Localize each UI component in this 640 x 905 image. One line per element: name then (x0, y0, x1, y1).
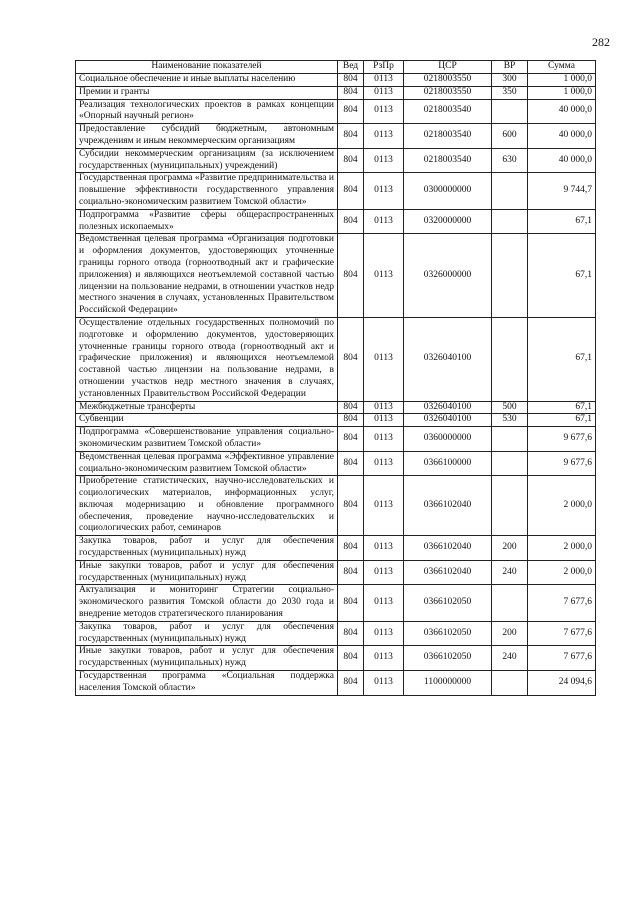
cell-ved: 804 (338, 451, 364, 476)
cell-rzpr: 0113 (364, 585, 404, 621)
table-row (76, 234, 596, 318)
cell-sum: 7 677,6 (528, 621, 596, 646)
cell-vr: 630 (492, 148, 528, 173)
table-row (76, 646, 596, 671)
cell-rzpr: 0113 (364, 74, 404, 87)
cell-rzpr: 0113 (364, 451, 404, 476)
table-row (76, 621, 596, 646)
cell-csr: 0300000000 (404, 173, 492, 209)
cell-csr: 0218003550 (404, 74, 492, 87)
cell-vr: 240 (492, 560, 528, 585)
cell-sum: 40 000,0 (528, 99, 596, 124)
cell-ved: 804 (338, 401, 364, 414)
cell-csr: 0326000000 (404, 234, 492, 318)
cell-rzpr: 0113 (364, 536, 404, 561)
cell-ved: 804 (338, 476, 364, 536)
cell-name: Предоставление субсидий бюджетным, автономным учреждениям и иным некоммерческим организациям (76, 124, 338, 149)
cell-csr: 0218003540 (404, 124, 492, 149)
cell-rzpr: 0113 (364, 173, 404, 209)
cell-ved: 804 (338, 86, 364, 99)
cell-csr: 1100000000 (404, 671, 492, 696)
cell-rzpr: 0113 (364, 476, 404, 536)
cell-ved: 804 (338, 414, 364, 427)
cell-rzpr: 0113 (364, 209, 404, 234)
cell-sum: 2 000,0 (528, 476, 596, 536)
cell-vr: 200 (492, 621, 528, 646)
table-row (76, 99, 596, 124)
cell-sum: 2 000,0 (528, 560, 596, 585)
cell-name: Закупка товаров, работ и услуг для обеспечения государственных (муниципальных) нужд (76, 621, 338, 646)
cell-ved: 804 (338, 234, 364, 318)
cell-rzpr: 0113 (364, 427, 404, 452)
cell-rzpr: 0113 (364, 234, 404, 318)
cell-csr: 0218003540 (404, 148, 492, 173)
cell-csr: 0366102040 (404, 476, 492, 536)
table-row (76, 74, 596, 87)
cell-name: Приобретение статистических, научно-исследовательских и социологических материалов, информационных услуг, включая модернизацию и обновление программного обеспечения, проведение научно-исследовательских и социологических работ, семинаров (76, 476, 338, 536)
cell-rzpr: 0113 (364, 621, 404, 646)
table-row (76, 427, 596, 452)
table-row (76, 209, 596, 234)
cell-name: Подпрограмма «Совершенствование управления социально-экономическим развитием Томской области» (76, 427, 338, 452)
cell-ved: 804 (338, 671, 364, 696)
cell-sum: 40 000,0 (528, 124, 596, 149)
cell-sum: 67,1 (528, 234, 596, 318)
cell-csr: 0366102050 (404, 585, 492, 621)
cell-csr: 0366102050 (404, 646, 492, 671)
cell-vr: 500 (492, 401, 528, 414)
header-rzpr: РзПр (364, 61, 404, 74)
cell-rzpr: 0113 (364, 414, 404, 427)
header-vr: ВР (492, 61, 528, 74)
table-row (76, 671, 596, 696)
cell-rzpr: 0113 (364, 317, 404, 401)
cell-csr: 0366100000 (404, 451, 492, 476)
cell-ved: 804 (338, 536, 364, 561)
table-row (76, 451, 596, 476)
cell-sum: 9 744,7 (528, 173, 596, 209)
cell-vr: 300 (492, 74, 528, 87)
cell-ved: 804 (338, 427, 364, 452)
cell-ved: 804 (338, 124, 364, 149)
cell-ved: 804 (338, 560, 364, 585)
cell-name: Подпрограмма «Развитие сферы общераспространенных полезных ископаемых» (76, 209, 338, 234)
cell-name: Ведомственная целевая программа «Организация подготовки и оформления документов, удостоверяющих уточненные границы горного отвода (горноотводный акт и графические приложения) и являющихся неотъемлемой составной частью лицензии на пользование недрами, в отношении участков недр местного значения в случаях, установленных Правительством Российской Федерации» (76, 234, 338, 318)
cell-csr: 0366102040 (404, 560, 492, 585)
cell-sum: 1 000,0 (528, 86, 596, 99)
cell-name: Субвенции (76, 414, 338, 427)
cell-rzpr: 0113 (364, 99, 404, 124)
cell-vr (492, 317, 528, 401)
cell-rzpr: 0113 (364, 646, 404, 671)
cell-sum: 9 677,6 (528, 427, 596, 452)
cell-rzpr: 0113 (364, 148, 404, 173)
cell-vr (492, 451, 528, 476)
cell-csr: 0326040100 (404, 317, 492, 401)
cell-ved: 804 (338, 209, 364, 234)
cell-ved: 804 (338, 173, 364, 209)
cell-ved: 804 (338, 646, 364, 671)
cell-vr (492, 173, 528, 209)
cell-vr (492, 234, 528, 318)
cell-ved: 804 (338, 74, 364, 87)
cell-vr (492, 671, 528, 696)
cell-vr: 350 (492, 86, 528, 99)
cell-rzpr: 0113 (364, 671, 404, 696)
cell-sum: 40 000,0 (528, 148, 596, 173)
cell-vr (492, 585, 528, 621)
table-row (76, 560, 596, 585)
cell-vr: 600 (492, 124, 528, 149)
cell-vr: 530 (492, 414, 528, 427)
cell-sum: 1 000,0 (528, 74, 596, 87)
table-row (76, 148, 596, 173)
cell-sum: 67,1 (528, 209, 596, 234)
cell-rzpr: 0113 (364, 401, 404, 414)
cell-rzpr: 0113 (364, 124, 404, 149)
cell-name: Закупка товаров, работ и услуг для обеспечения государственных (муниципальных) нужд (76, 536, 338, 561)
cell-csr: 0366102050 (404, 621, 492, 646)
cell-vr (492, 476, 528, 536)
header-sum: Сумма (528, 61, 596, 74)
cell-name: Иные закупки товаров, работ и услуг для обеспечения государственных (муниципальных) нужд (76, 646, 338, 671)
cell-name: Государственная программа «Развитие предпринимательства и повышение эффективности государственного управления социально-экономическим развитием Томской области» (76, 173, 338, 209)
cell-sum: 2 000,0 (528, 536, 596, 561)
cell-ved: 804 (338, 148, 364, 173)
cell-name: Иные закупки товаров, работ и услуг для обеспечения государственных (муниципальных) нужд (76, 560, 338, 585)
cell-csr: 0360000000 (404, 427, 492, 452)
cell-sum: 9 677,6 (528, 451, 596, 476)
cell-vr (492, 427, 528, 452)
table-row (76, 317, 596, 401)
cell-name: Осуществление отдельных государственных полномочий по подготовке и оформлению документов, удостоверяющих уточненные границы горного отвода (горноотводный акт и графические приложения) и являющихся неотъемлемой составной частью лицензии на пользование недрами, в отношении участков недр местного значения в случаях, установленных Правительством Российской Федерации (76, 317, 338, 401)
table-row (76, 536, 596, 561)
table-header-row (76, 61, 596, 74)
table-row (76, 585, 596, 621)
cell-rzpr: 0113 (364, 86, 404, 99)
cell-name: Межбюджетные трансферты (76, 401, 338, 414)
cell-sum: 7 677,6 (528, 646, 596, 671)
table-row (76, 401, 596, 414)
cell-csr: 0366102040 (404, 536, 492, 561)
cell-sum: 24 094,6 (528, 671, 596, 696)
cell-ved: 804 (338, 585, 364, 621)
cell-csr: 0320000000 (404, 209, 492, 234)
cell-csr: 0218003540 (404, 99, 492, 124)
table-row (76, 173, 596, 209)
cell-name: Актуализация и мониторинг Стратегии социально-экономического развития Томской области до 2030 года и внедрение методов стратегического планирования (76, 585, 338, 621)
cell-name: Реализация технологических проектов в рамках концепции «Опорный научный регион» (76, 99, 338, 124)
table-row (76, 86, 596, 99)
cell-vr (492, 209, 528, 234)
cell-ved: 804 (338, 99, 364, 124)
cell-name: Ведомственная целевая программа «Эффективное управление социально-экономическим развитием Томской области» (76, 451, 338, 476)
header-csr: ЦСР (404, 61, 492, 74)
cell-name: Социальное обеспечение и иные выплаты населению (76, 74, 338, 87)
cell-sum: 67,1 (528, 414, 596, 427)
budget-table (75, 60, 596, 696)
cell-sum: 67,1 (528, 401, 596, 414)
table-row (76, 124, 596, 149)
page-number: 282 (592, 35, 610, 49)
cell-csr: 0218003550 (404, 86, 492, 99)
cell-csr: 0326040100 (404, 414, 492, 427)
cell-ved: 804 (338, 317, 364, 401)
cell-rzpr: 0113 (364, 560, 404, 585)
cell-sum: 67,1 (528, 317, 596, 401)
cell-name: Субсидии некоммерческим организациям (за исключением государственных (муниципальных) учреждений) (76, 148, 338, 173)
cell-name: Премии и гранты (76, 86, 338, 99)
table-row (76, 414, 596, 427)
cell-csr: 0326040100 (404, 401, 492, 414)
cell-name: Государственная программа «Социальная поддержка населения Томской области» (76, 671, 338, 696)
cell-vr: 240 (492, 646, 528, 671)
cell-vr: 200 (492, 536, 528, 561)
table-row (76, 476, 596, 536)
header-name: Наименование показателей (76, 61, 338, 74)
cell-vr (492, 99, 528, 124)
cell-ved: 804 (338, 621, 364, 646)
cell-sum: 7 677,6 (528, 585, 596, 621)
header-ved: Вед (338, 61, 364, 74)
